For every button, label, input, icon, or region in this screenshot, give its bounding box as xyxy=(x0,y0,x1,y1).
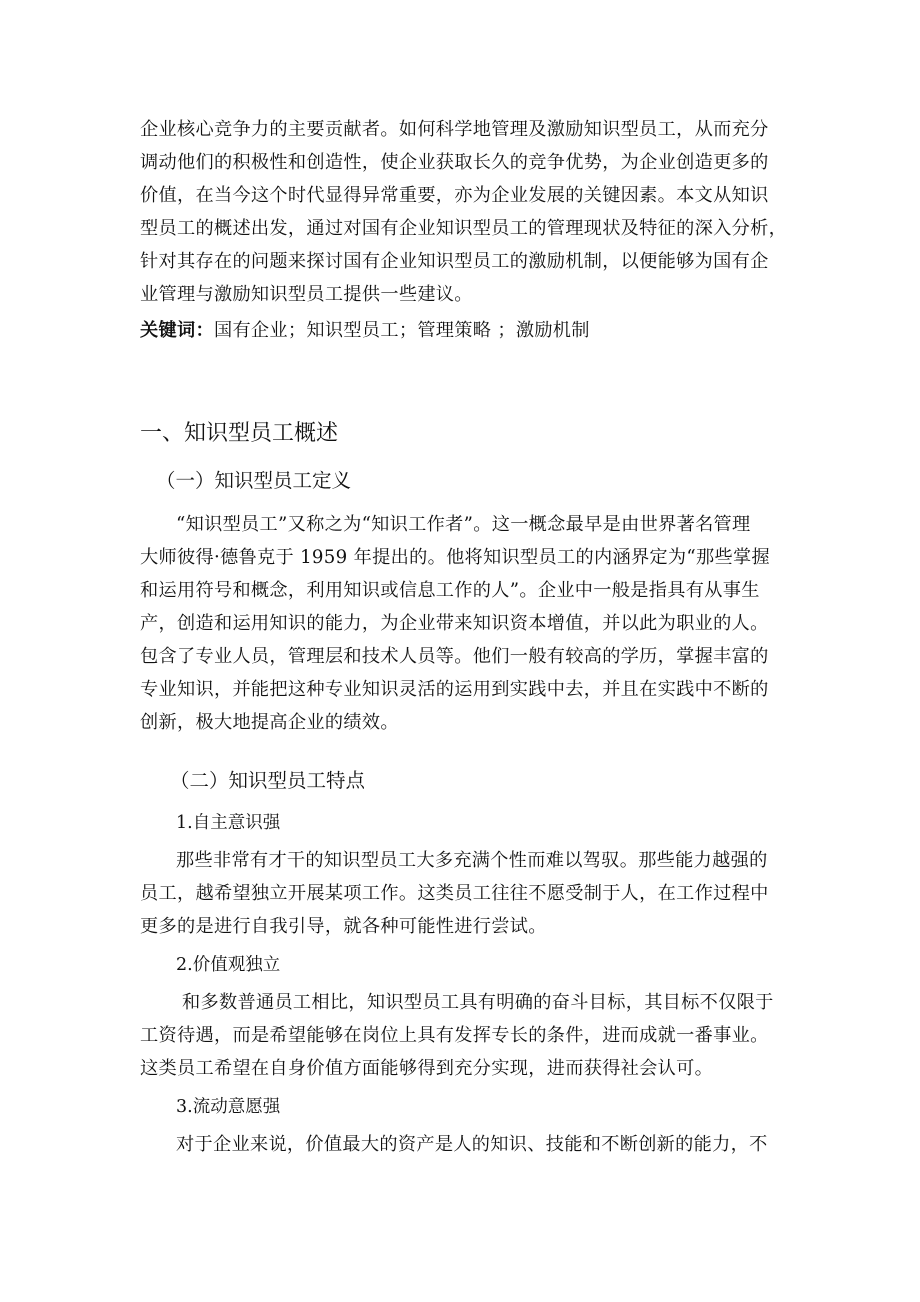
keywords xyxy=(140,319,590,343)
keywords-label: 关键词： xyxy=(140,320,214,341)
item-title: 2.价值观独立 xyxy=(176,955,281,975)
abstract-line: 企业核心竞争力的主要贡献者。如何科学地管理及激励知识型员工，从而充分 xyxy=(140,119,769,140)
paragraph-line: 创新，极大地提高企业的绩效。 xyxy=(140,712,399,733)
paragraph-line: 员工，越希望独立开展某项工作。这类员工往往不愿受制于人，在工作过程中 xyxy=(140,883,769,904)
paragraph-line: 产，创造和运用知识的能力，为企业带来知识资本增值，并以此为职业的人。 xyxy=(140,613,769,634)
abstract-line: 价值，在当今这个时代显得异常重要，亦为企业发展的关键因素。本文从知识 xyxy=(140,185,769,206)
abstract-line: 型员工的概述出发，通过对国有企业知识型员工的管理现状及特征的深入分析， xyxy=(140,218,788,239)
paragraph-line: “知识型员工”又称之为“知识工作者”。这一概念最早是由世界著名管理 xyxy=(176,514,751,535)
abstract-line: 业管理与激励知识型员工提供一些建议。 xyxy=(140,284,473,305)
abstract-line: 针对其存在的问题来探讨国有企业知识型员工的激励机制，以便能够为国有企 xyxy=(140,251,769,272)
paragraph-line: 工资待遇，而是希望能够在岗位上具有发挥专长的条件，进而成就一番事业。 xyxy=(140,1025,769,1046)
paragraph-line: 大师彼得·德鲁克于 1959 年提出的。他将知识型员工的内涵界定为“那些掌握 xyxy=(140,547,770,568)
paragraph-line: 专业知识，并能把这种专业知识灵活的运用到实践中去，并且在实践中不断的 xyxy=(140,679,769,700)
keywords-text: 国有企业；知识型员工；管理策略 ；激励机制 xyxy=(213,320,590,341)
item-title: 1.自主意识强 xyxy=(176,813,281,833)
paragraph-line: 和多数普通员工相比，知识型员工具有明确的奋斗目标，其目标不仅限于 xyxy=(182,992,774,1013)
paragraph-line: 和运用符号和概念，利用知识或信息工作的人”。企业中一般是指具有从事生 xyxy=(140,580,760,601)
subsection-title: （二）知识型员工特点 xyxy=(170,769,366,792)
paragraph-line: 对于企业来说，价值最大的资产是人的知识、技能和不断创新的能力，不 xyxy=(176,1134,768,1155)
abstract-line: 调动他们的积极性和创造性，使企业获取长久的竞争优势，为企业创造更多的 xyxy=(140,152,769,173)
subsection-title: （一）知识型员工定义 xyxy=(156,469,352,492)
paragraph-line: 包含了专业人员，管理层和技术人员等。他们一般有较高的学历，掌握丰富的 xyxy=(140,646,769,667)
paragraph-line: 那些非常有才干的知识型员工大多充满个性而难以驾驭。那些能力越强的 xyxy=(176,850,768,871)
paragraph-line: 更多的是进行自我引导，就各种可能性进行尝试。 xyxy=(140,916,547,937)
section-title: 一、知识型员工概述 xyxy=(140,421,339,446)
item-title: 3.流动意愿强 xyxy=(176,1097,281,1117)
paragraph-line: 这类员工希望在自身价值方面能够得到充分实现，进而获得社会认可。 xyxy=(140,1058,714,1079)
